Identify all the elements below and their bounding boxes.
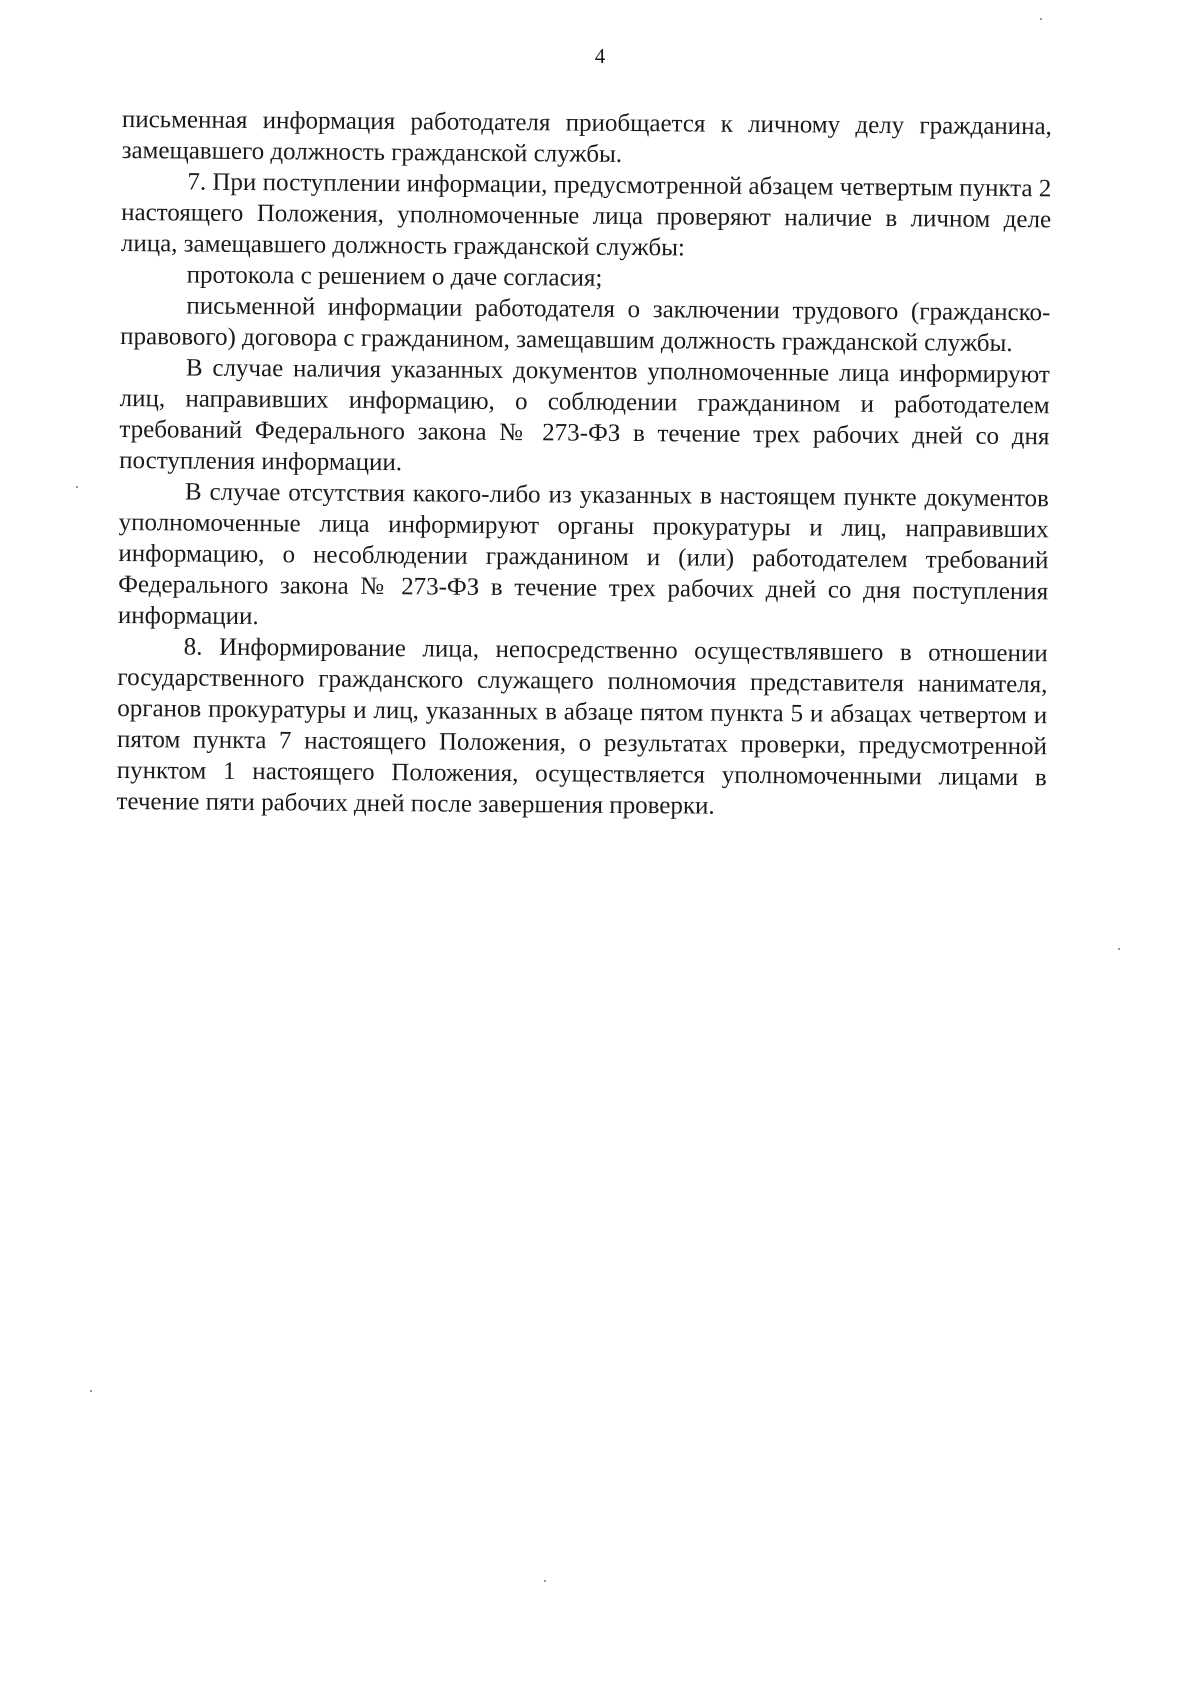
paragraph-protocol: протокола с решением о даче согласия; [186, 261, 603, 292]
scan-speck [76, 486, 78, 488]
scan-speck [90, 1390, 92, 1392]
page-number: 4 [594, 44, 606, 68]
scan-speck [544, 1580, 546, 1582]
paragraph-documents-absent: В случае отсутствия какого-либо из указанных в настоящем пункте документов уполномоченные лица информируют органы прокуратуры и лиц, направивших информацию, о несоблюдении гражданином и (или) работодателем требований Федерального закона № 273-ФЗ в течение трех рабочих дней со дня поступления информации. [117, 478, 1050, 631]
scan-speck [1118, 948, 1120, 950]
scan-speck [1040, 18, 1042, 20]
paragraph-documents-present: В случае наличия указанных документов уполномоченные лица информируют лиц, направивших информацию, о соблюдении гражданином и работодателем требований Федерального закона № 273-ФЗ в течение трех рабочих дней со дня поступления информации. [119, 354, 1051, 477]
paragraph-employer-info: письменной информации работодателя о заключении трудового (гражданско-правового) договора с гражданином, замещавшим должность гражданской службы. [120, 292, 1051, 358]
paragraph-item-7: 7. При поступлении информации, предусмотренной абзацем четвертым пункта 2 настоящего Положения, уполномоченные лица проверяют наличие в личном деле лица, замещавшего должность гражданской службы: [120, 168, 1052, 262]
paragraph-continuation: письменная информация работодателя приобщается к личному делу гражданина, замещавшего должность гражданской службы. [121, 105, 1052, 168]
paragraph-item-8: 8. Информирование лица, непосредственно осуществлявшего в отношении государственного гражданского служащего полномочия представителя нанимателя, органов прокуратуры и лиц, указанных в абзаце пятом пункта 5 и абзацах четвертом и пятом пункта 7 настоящего Положения, о результатах проверки, предусмотренной пунктом 1 настоящего Положения, осуществляется уполномоченными лицами в течение пяти рабочих дней после завершения проверки. [116, 633, 1048, 820]
document-body [116, 104, 1052, 824]
